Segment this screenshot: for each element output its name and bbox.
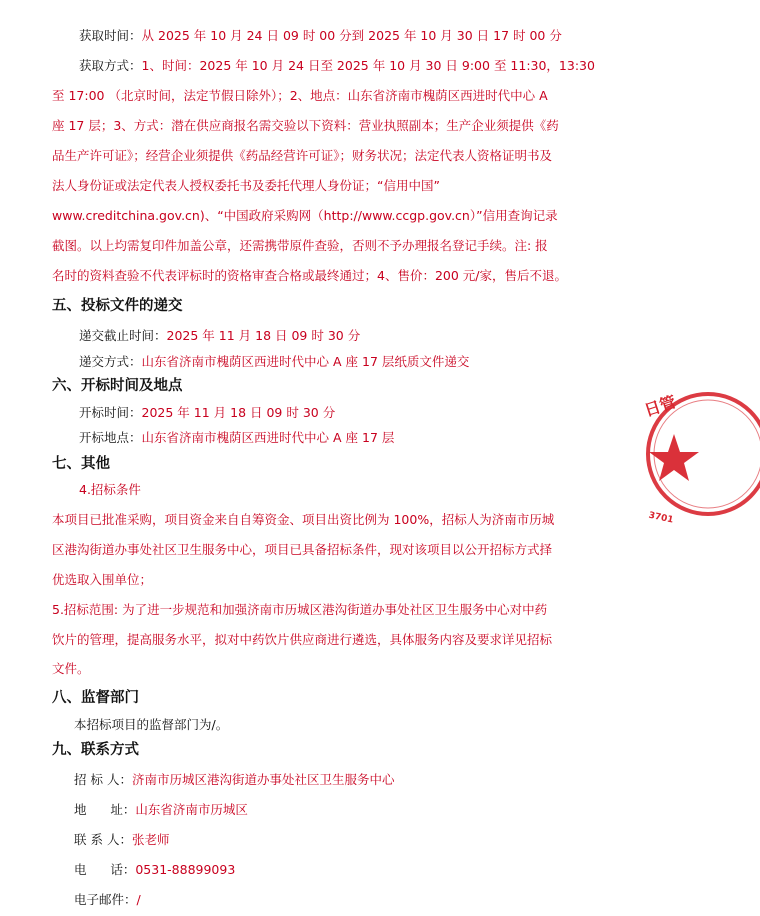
acquire-method-line: www.creditchina.gov.cn)、“中国政府采购网（http://www.ccgp.gov.cn）”信用查询记录	[52, 208, 558, 223]
tender-conditions-text: 本项目已批准采购，项目资金来自自筹资金、项目出资比例为 100%，招标人为济南市历城	[52, 512, 555, 527]
contact-row	[74, 830, 169, 850]
submission-method-value: 山东省济南市槐荫区西进时代中心 A 座 17 层纸质文件递交	[141, 354, 470, 369]
section-8-heading: 八、监督部门	[52, 690, 139, 706]
contact-row	[74, 890, 141, 910]
submission-method-label: 递交方式：	[79, 354, 142, 369]
section-5-heading: 五、投标文件的递交	[52, 298, 183, 314]
contact-row	[74, 800, 248, 820]
contact-label: 联 系 人：	[74, 832, 132, 847]
tender-scope-text: 饮片的管理，提高服务水平，拟对中药饮片供应商进行遴选，具体服务内容及要求详见招标	[52, 632, 553, 647]
acquire-method-line: 品生产许可证》；经营企业须提供《药品经营许可证》；财务状况；法定代表人资格证明书及	[52, 148, 553, 163]
section-6-heading: 六、开标时间及地点	[52, 378, 183, 394]
acquire-method-label: 获取方式：	[79, 58, 142, 73]
acquire-method-line: 名时的资料查验不代表评标时的资格审查合格或最终通过；4、售价：200 元/家，售后不退。	[52, 268, 567, 283]
acquire-method-first-line	[79, 56, 595, 76]
acquire-time-value: 从 2025 年 10 月 24 日 09 时 00 分到 2025 年 10 月 30 日 17 时 00 分	[141, 28, 562, 43]
opening-time-label: 开标时间：	[79, 405, 142, 420]
opening-place-value: 山东省济南市槐荫区西进时代中心 A 座 17 层	[141, 430, 395, 445]
svg-text:3701: 3701	[647, 510, 675, 526]
acquire-method-line: 至 17:00 （北京时间，法定节假日除外）；2、地点：山东省济南市槐荫区西进时代中心 A	[52, 88, 548, 103]
submission-deadline	[79, 326, 360, 346]
tender-conditions-text: 优选取入围单位；	[52, 572, 153, 587]
contact-label: 电 话：	[74, 862, 136, 877]
contact-label: 地 址：	[74, 802, 136, 817]
contact-row	[74, 770, 394, 790]
contact-value: /	[136, 892, 141, 907]
contact-label: 电子邮件：	[74, 892, 137, 907]
contact-value: 山东省济南市历城区	[135, 802, 248, 817]
contact-value: 0531-88899093	[135, 862, 236, 877]
contact-value: 张老师	[131, 832, 170, 847]
contact-row	[74, 860, 235, 880]
opening-place-label: 开标地点：	[79, 430, 142, 445]
opening-time-value: 2025 年 11 月 18 日 09 时 30 分	[141, 405, 336, 420]
opening-place	[79, 428, 394, 448]
contact-value: 济南市历城区港沟街道办事处社区卫生服务中心	[131, 772, 395, 787]
section-7-heading: 七、其他	[52, 456, 110, 472]
svg-text:日管: 日管	[642, 392, 679, 421]
acquire-method-line: 法人身份证或法定代表人授权委托书及委托代理人身份证；“信用中国”	[52, 178, 440, 193]
acquire-time-label: 获取时间：	[79, 28, 142, 43]
acquire-method-line: 截图。以上均需复印件加盖公章，还需携带原件查验，否则不予办理报名登记手续。注: 报	[52, 238, 548, 253]
acquire-method-line: 座 17 层；3、方式：潜在供应商报名需交验以下资料：营业执照副本；生产企业须提供《药	[52, 118, 559, 133]
tender-scope-text: 文件。	[52, 661, 90, 676]
submission-method	[79, 352, 469, 372]
official-seal-stamp	[640, 382, 760, 532]
tender-conditions-text: 区港沟街道办事处社区卫生服务中心，项目已具备招标条件，现对该项目以公开招标方式择	[52, 542, 553, 557]
tender-conditions-item: 4.招标条件	[79, 482, 141, 497]
acquire-method-line: 1、时间：2025 年 10 月 24 日至 2025 年 10 月 30 日 9:00 至 11:30，13:30	[141, 58, 595, 73]
tender-scope-text: 5.招标范围: 为了进一步规范和加强济南市历城区港沟街道办事处社区卫生服务中心对中药	[52, 602, 548, 617]
supervision-text: 本招标项目的监督部门为/。	[74, 717, 229, 732]
opening-time	[79, 403, 335, 423]
contact-label: 招 标 人：	[74, 772, 132, 787]
submission-deadline-value: 2025 年 11 月 18 日 09 时 30 分	[166, 328, 361, 343]
section-9-heading: 九、联系方式	[52, 742, 139, 758]
acquire-time	[79, 26, 562, 46]
submission-deadline-label: 递交截止时间：	[79, 328, 167, 343]
